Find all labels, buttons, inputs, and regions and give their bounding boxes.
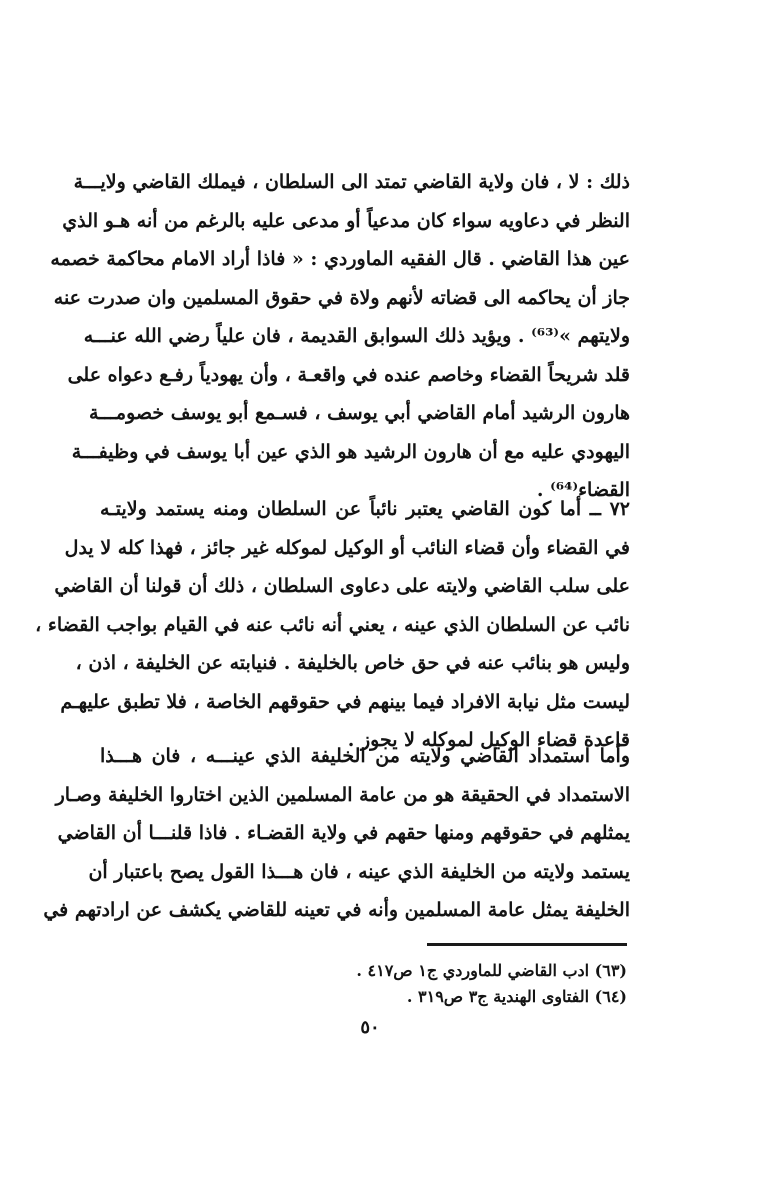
paragraph-line: النظر في دعاويه سواء كان مدعياً أو مدعى عليه بالرغم من أنه هـو الذي xyxy=(62,209,630,232)
paragraph-line: يستمد ولايته من الخليفة الذي عينه ، فان هـــذا القول يصح باعتبار أن xyxy=(88,860,630,883)
paragraph-line: قاعدة قضاء الوكيل لموكله لا يجوز . xyxy=(347,729,630,751)
paragraph-line: وليس هو بنائب عنه في حق خاص بالخليفة . فنيابته عن الخليفة ، اذن ، xyxy=(75,652,630,674)
paragraph-line: القضاء⁽⁶⁴⁾ . xyxy=(536,479,630,501)
paragraph-line: في القضاء وأن قضاء النائب أو الوكيل لموكله غير جائز ، فهذا كله لا يدل xyxy=(64,536,630,559)
paragraph-line: وأما استمداد القاضي ولايته من الخليفة الذي عينـــه ، فان هـــذا xyxy=(100,745,630,767)
paragraph-line: ذلك : لا ، فان ولاية القاضي تمتد الى السلطان ، فيملك القاضي ولايـــة xyxy=(73,171,630,193)
paragraph-line: ليست مثل نيابة الافراد فيما بينهم في حقوقهم الخاصة ، فلا تطبق عليهـم xyxy=(60,690,630,713)
paragraph-line: عين هذا القاضي . قال الفقيه الماوردي : « فاذا أراد الامام محاكمة خصمه xyxy=(50,248,630,270)
paragraph-line: على سلب القاضي ولايته على دعاوى السلطان ، ذلك أن قولنا أن القاضي xyxy=(54,575,630,597)
paragraph-line: قلد شريحاً القضاء وخاصم عنده في واقعـة ، وأن يهودياً رفـع دعواه على xyxy=(67,363,630,386)
paragraph-2 xyxy=(35,490,630,760)
paragraph-line: ٧٢ ــ أما كون القاضي يعتبر نائباً عن السلطان ومنه يستمد ولايتـه xyxy=(100,498,630,520)
footnotes xyxy=(320,958,627,1010)
paragraph-line: الاستمداد في الحقيقة هو من عامة المسلمين الذين اختاروا الخليفة وصـار xyxy=(55,783,630,806)
paragraph-line: ولايتهم »⁽⁶³⁾ . ويؤيد ذلك السوابق القديمة ، فان علياً رضي الله عنـــه xyxy=(83,325,630,347)
paragraph-line: الخليفة يمثل عامة المسلمين وأنه في تعينه للقاضي يكشف عن ارادتهم في xyxy=(43,899,630,921)
paragraph-3 xyxy=(43,737,630,930)
page-number: ٥٠ xyxy=(360,1017,380,1038)
footnote-divider xyxy=(427,943,627,946)
paragraph-line: نائب عن السلطان الذي عينه ، يعني أنه نائب عنه في القيام بواجب القضاء ، xyxy=(35,613,630,636)
paragraph-line: يمثلهم في حقوقهم ومنها حقهم في ولاية القضـاء . فاذا قلنـــا أن القاضي xyxy=(57,822,630,844)
paragraph-1 xyxy=(50,163,630,510)
paragraph-line: جاز أن يحاكمه الى قضاته لأنهم ولاة في حقوق المسلمين وان صدرت عنه xyxy=(53,286,630,309)
footnote-64: (٦٤) الفتاوى الهندية ج٣ ص٣١٩ . xyxy=(406,987,627,1006)
paragraph-line: اليهودي عليه مع أن هارون الرشيد هو الذي عين أبا يوسف في وظيفـــة xyxy=(71,440,630,463)
paragraph-line: هارون الرشيد أمام القاضي أبي يوسف ، فسـمع أبو يوسف خصومـــة xyxy=(89,402,630,424)
footnote-63: (٦٣) ادب القاضي للماوردي ج١ ص٤١٧ . xyxy=(356,961,627,980)
